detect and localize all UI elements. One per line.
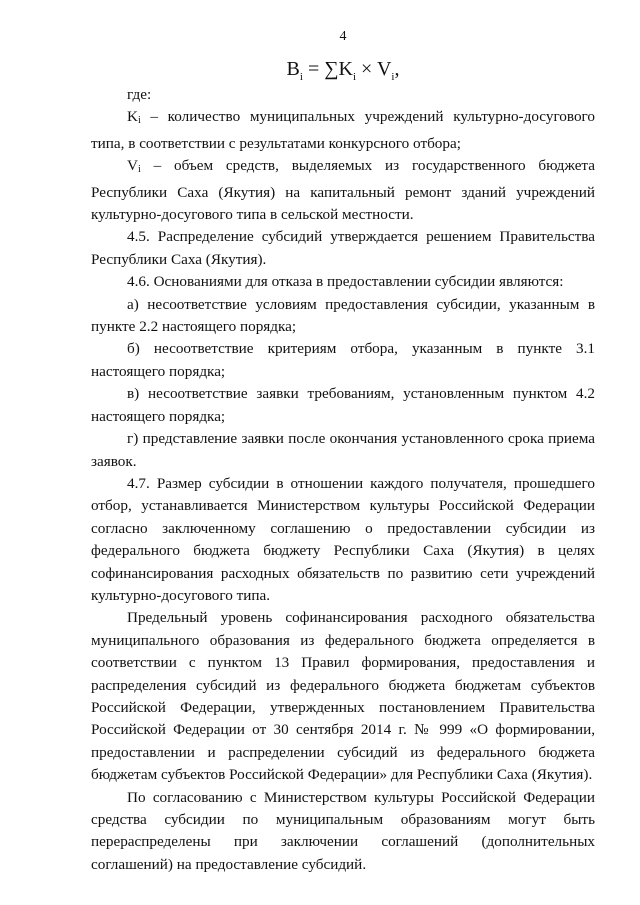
- formula-eq: = ∑: [302, 58, 339, 80]
- v-sub: i: [137, 164, 141, 176]
- definition-v: [91, 155, 595, 226]
- formula-lhs: B: [286, 58, 300, 80]
- k-text: – количество муниципальных учреждений культурно-досугового типа, в соответствии с результатами конкурсного отбора;: [91, 108, 595, 152]
- where-label: где:: [127, 86, 152, 103]
- formula-v-sub: i: [391, 71, 395, 83]
- v-text: – объем средств, выделяемых из государственного бюджета Республики Саха (Якутия) на капитальный ремонт зданий учреждений культурно-досугового типа в сельской местности.: [91, 157, 595, 224]
- v-symbol: V: [127, 157, 138, 175]
- paragraph-4-6-a: а) несоответствие условиям предоставления субсидии, указанным в пункте 2.2 настоящего порядка;: [91, 295, 595, 336]
- formula-lhs-sub: i: [299, 71, 303, 83]
- paragraph-4-6-c: в) несоответствие заявки требованиям, установленным пунктом 4.2 настоящего порядка;: [91, 385, 595, 425]
- paragraph-4-6-b: б) несоответствие критериям отбора, указанным в пункте 3.1 настоящего порядка;: [91, 340, 595, 380]
- formula-k-sub: i: [352, 71, 357, 83]
- k-symbol: K: [127, 108, 138, 126]
- formula-v: V: [376, 58, 392, 80]
- paragraph-4-6-d: г) представление заявки после окончания установленного срока приема заявок.: [91, 430, 595, 470]
- formula-times: ×: [356, 58, 377, 80]
- definition-k: [91, 106, 595, 155]
- page-number: 4: [339, 29, 347, 44]
- paragraph-4-5: 4.5. Распределение субсидий утверждается решением Правительства Республики Саха (Якутия).: [91, 228, 595, 268]
- k-sub: i: [137, 115, 141, 127]
- document-body: [91, 84, 595, 876]
- paragraph-cofinancing-limit: Предельный уровень софинансирования расходного обязательства муниципального образования из федерального бюджета определяется в соответствии с пунктом 13 Правил формирования, предоставления и распределения субсидий из федерального бюджета бюджетам субъектов Российской Федерации, утвержденных постановлением Правительства Российской Федерации от 30 сентября 2014 г. № 999 «О формировании, предоставлении и распределении субсидий из федерального бюджета бюджетам субъектов Российской Федерации» для Республики Саха (Якутия).: [91, 609, 595, 784]
- paragraph-4-7: 4.7. Размер субсидии в отношении каждого получателя, прошедшего отбор, устанавливается Министерством культуры Российской Федерации согласно заключенному соглашению о предоставлении субсидии из федерального бюджета бюджету Республики Саха (Якутия) в целях софинансирования расходных обязательств по развитию сети учреждений культурно-досугового типа.: [91, 474, 595, 604]
- formula-k: K: [338, 58, 353, 80]
- paragraph-redistribution: По согласованию с Министерством культуры Российской Федерации средства субсидии по муниципальным образованиям могут быть перераспределены при заключении соглашений (дополнительных соглашений) на предоставление субсидий.: [91, 788, 595, 873]
- formula-tail: ,: [394, 58, 400, 80]
- paragraph-4-6: 4.6. Основаниями для отказа в предоставлении субсидии являются:: [127, 273, 564, 291]
